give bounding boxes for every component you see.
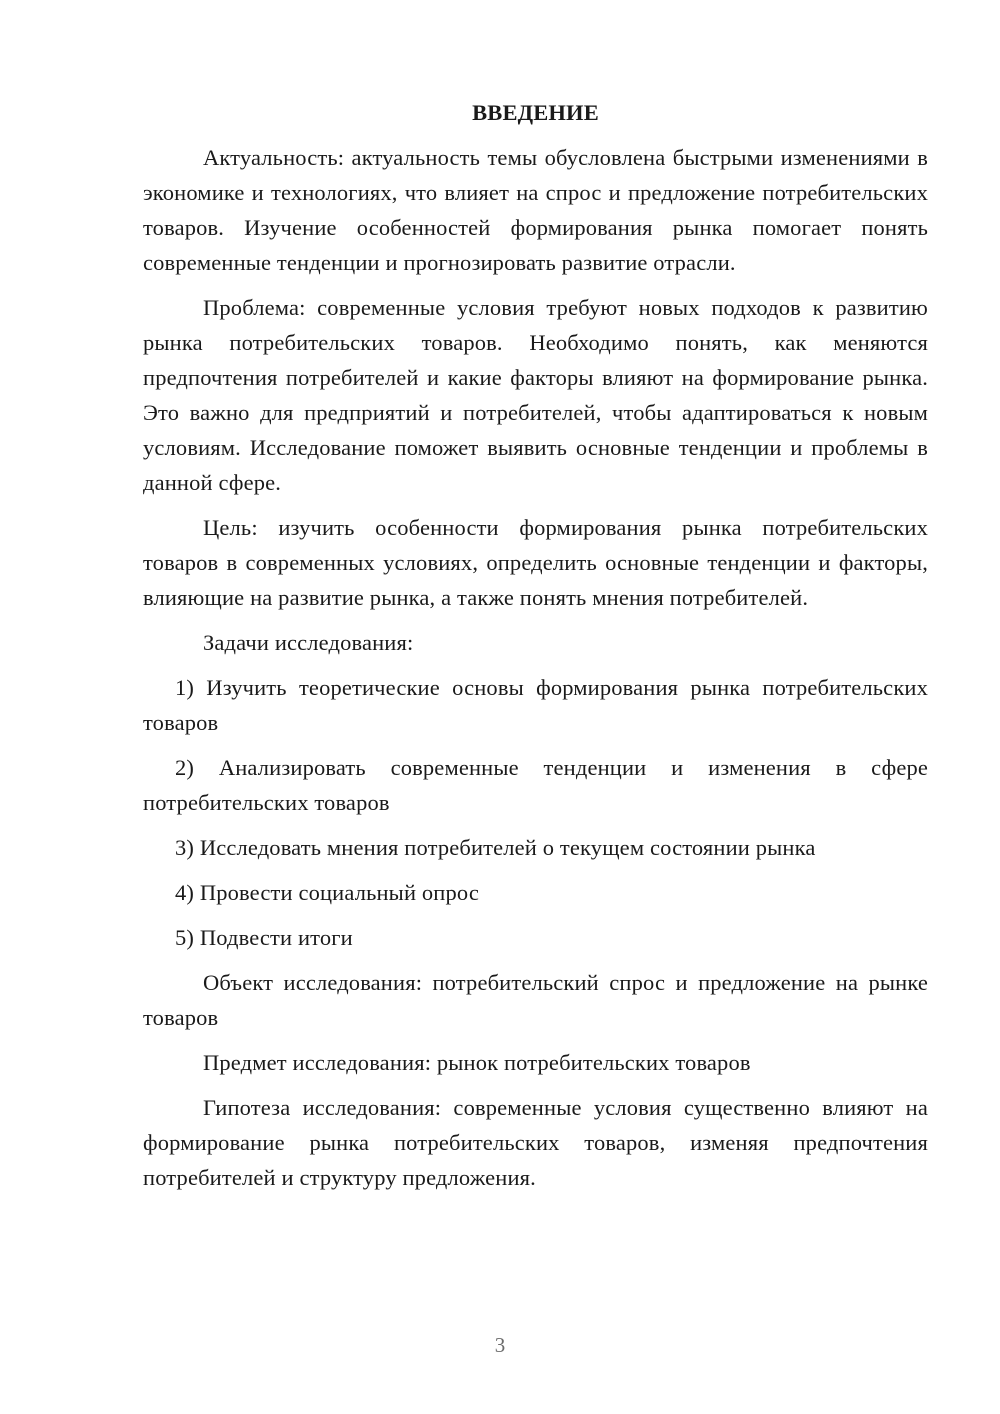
task-item-2: 2) Анализировать современные тенденции и изменения в сфере потребительских товаров — [143, 755, 928, 815]
subject-paragraph: Предмет исследования: рынок потребительских товаров — [203, 1050, 751, 1075]
hypothesis-paragraph: Гипотеза исследования: современные условия существенно влияют на формирование рынка потребительских товаров, изменяя предпочтения потребителей и структуру предложения. — [143, 1095, 928, 1190]
task-item-3: 3) Исследовать мнения потребителей о текущем состоянии рынка — [175, 835, 816, 860]
problem-paragraph: Проблема: современные условия требуют новых подходов к развитию рынка потребительских товаров. Необходимо понять, как меняются предпочтения потребителей и какие факторы влияют на формирование рынка. Это важно для предприятий и потребителей, чтобы адаптироваться к новым условиям. Исследование поможет выявить основные тенденции и проблемы в данной сфере. — [143, 295, 928, 495]
task-item-1: 1) Изучить теоретические основы формирования рынка потребительских товаров — [143, 675, 928, 735]
task-item-5: 5) Подвести итоги — [175, 925, 353, 950]
tasks-title: Задачи исследования: — [203, 630, 414, 655]
document-page — [143, 95, 928, 1205]
goal-paragraph: Цель: изучить особенности формирования рынка потребительских товаров в современных условиях, определить основные тенденции и факторы, влияющие на развитие рынка, а также понять мнения потребителей. — [143, 515, 928, 610]
relevance-paragraph: Актуальность: актуальность темы обусловлена быстрыми изменениями в экономике и технологиях, что влияет на спрос и предложение потребительских товаров. Изучение особенностей формирования рынка помогает понять современные тенденции и прогнозировать развитие отрасли. — [143, 145, 928, 275]
section-heading: ВВЕДЕНИЕ — [472, 100, 599, 125]
object-paragraph: Объект исследования: потребительский спрос и предложение на рынке товаров — [143, 970, 928, 1030]
page-number: 3 — [494, 1333, 506, 1357]
task-item-4: 4) Провести социальный опрос — [175, 880, 479, 905]
